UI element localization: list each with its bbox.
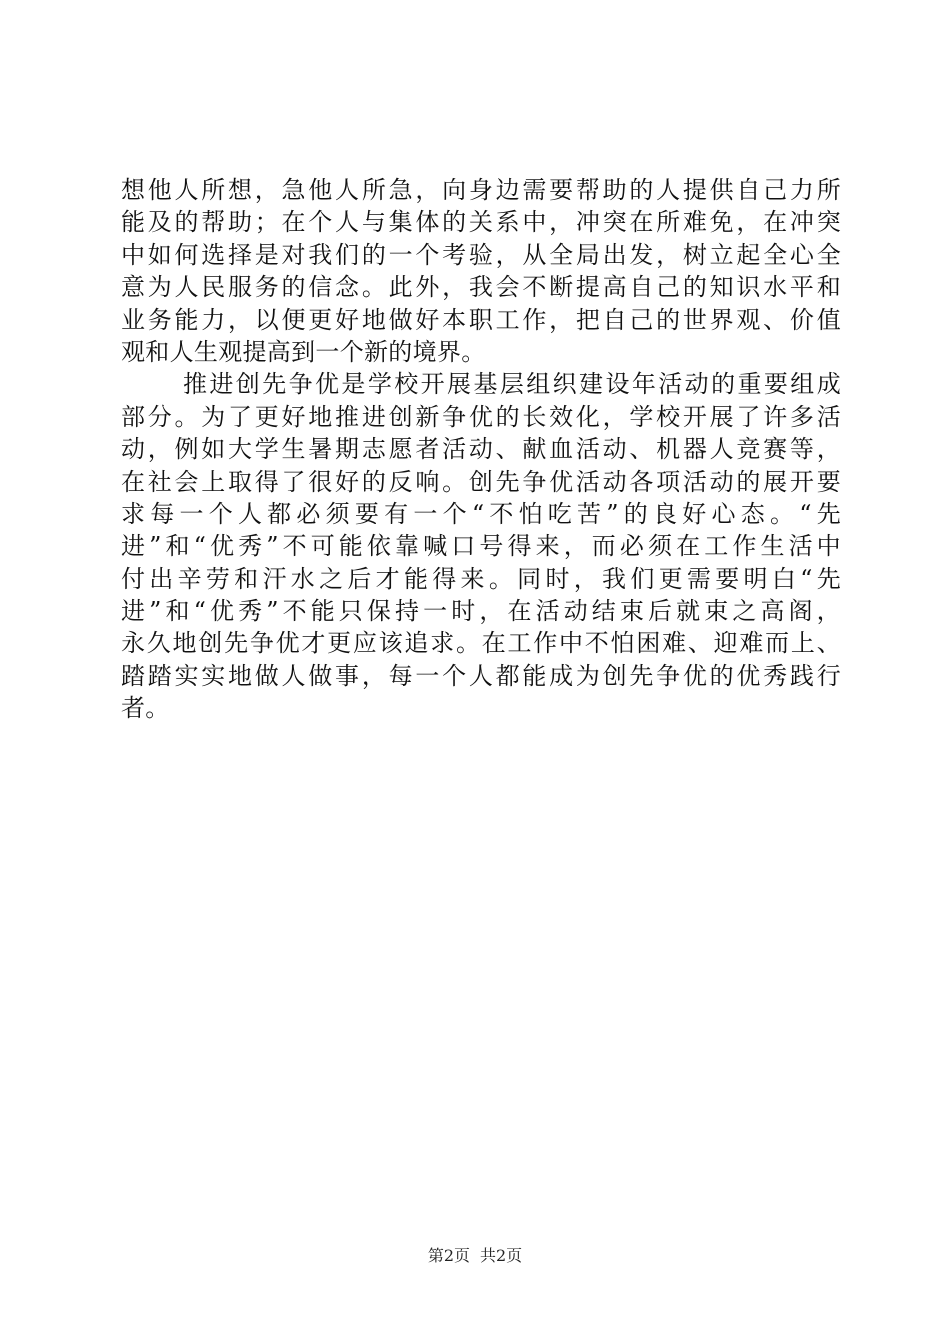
- paragraph-2: [121, 368, 841, 724]
- page-footer: [0, 1246, 950, 1266]
- text-line: 求每一个人都必须要有一个“不怕吃苦”的良好心态。“先: [121, 499, 841, 528]
- text-line: 中如何选择是对我们的一个考验，从全局出发，树立起全心全: [121, 240, 841, 269]
- page-total: 共2页: [480, 1246, 523, 1265]
- text-line: 推进创先争优是学校开展基层组织建设年活动的重要组成: [183, 370, 841, 399]
- text-line: 业务能力，以便更好地做好本职工作，把自己的世界观、价值: [121, 305, 841, 334]
- text-line: 想他人所想，急他人所急，向身边需要帮助的人提供自己力所: [121, 176, 841, 204]
- text-line: 进”和“优秀”不能只保持一时，在活动结束后就束之高阁，: [121, 597, 841, 626]
- text-line: 观和人生观提高到一个新的境界。: [121, 337, 486, 366]
- text-line: 意为人民服务的信念。此外，我会不断提高自己的知识水平和: [121, 273, 841, 302]
- text-line: 能及的帮助；在个人与集体的关系中，冲突在所难免，在冲突: [121, 208, 841, 237]
- document-body: [121, 174, 841, 725]
- text-line: 者。: [121, 694, 170, 723]
- page-number: 第2页: [427, 1246, 470, 1265]
- paragraph-1: [121, 174, 841, 368]
- text-line: 踏踏实实地做人做事，每一个人都能成为创先争优的优秀践行: [121, 661, 841, 690]
- text-line: 进”和“优秀”不可能依靠喊口号得来，而必须在工作生活中: [121, 532, 841, 561]
- text-line: 动，例如大学生暑期志愿者活动、献血活动、机器人竞赛等，: [121, 435, 841, 464]
- text-line: 在社会上取得了很好的反响。创先争优活动各项活动的展开要: [121, 467, 841, 496]
- text-line: 部分。为了更好地推进创新争优的长效化，学校开展了许多活: [121, 402, 841, 431]
- text-line: 付出辛劳和汗水之后才能得来。同时，我们更需要明白“先: [121, 564, 841, 593]
- text-line: 永久地创先争优才更应该追求。在工作中不怕困难、迎难而上、: [121, 629, 841, 658]
